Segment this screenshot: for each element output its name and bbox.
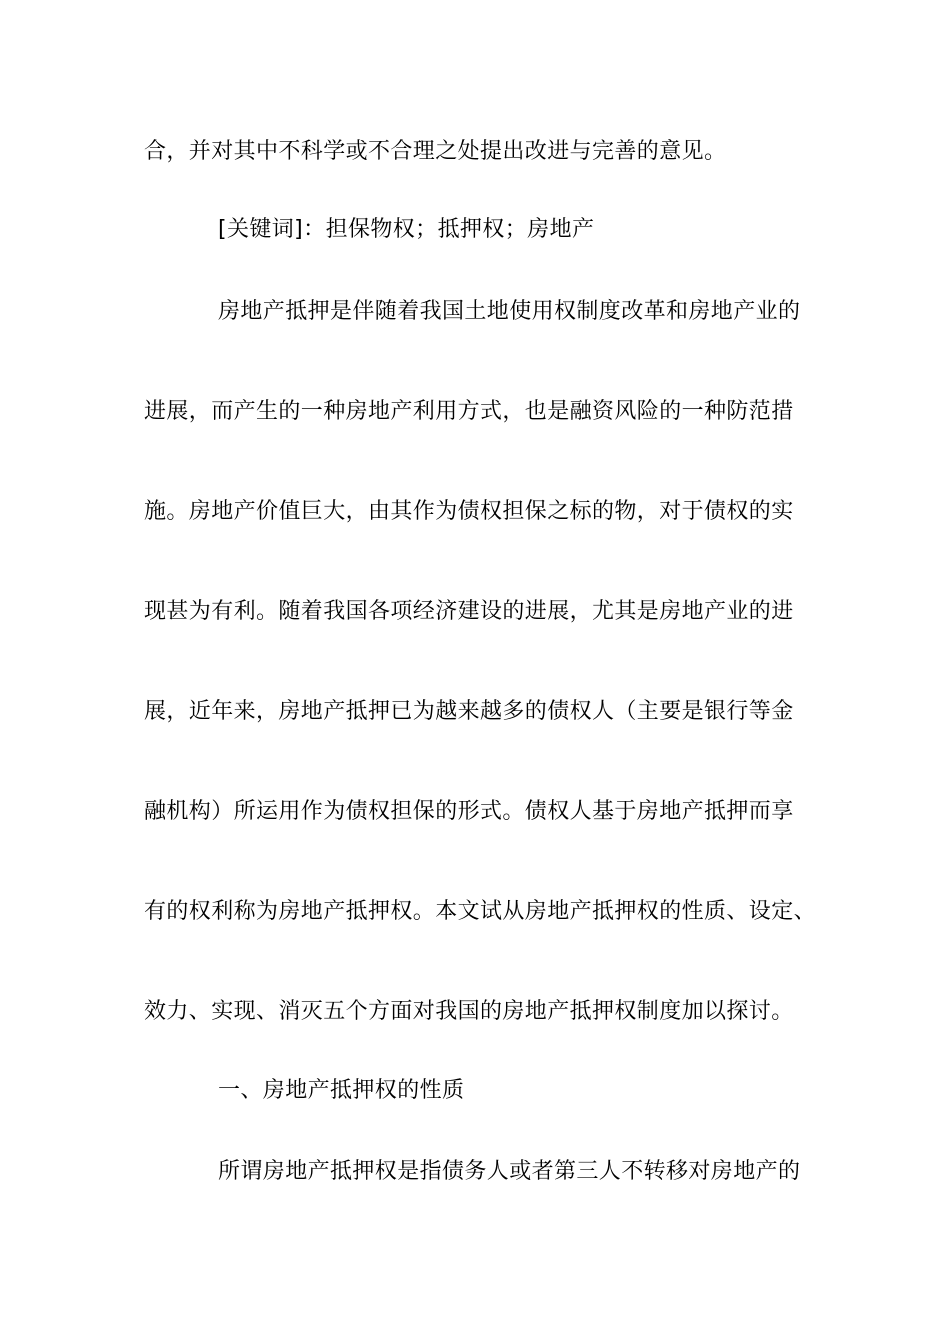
keywords-line: [关键词]：担保物权；抵押权；房地产 [218, 217, 595, 242]
section-heading: 一、房地产抵押权的性质 [218, 1078, 465, 1103]
body-text-line: 现甚为有利。随着我国各项经济建设的进展，尤其是房地产业的进 [144, 599, 794, 624]
body-text-line: 进展，而产生的一种房地产利用方式，也是融资风险的一种防范措 [144, 399, 794, 424]
body-text-line: 房地产抵押是伴随着我国土地使用权制度改革和房地产业的 [218, 299, 801, 324]
body-text-line: 展，近年来，房地产抵押已为越来越多的债权人（主要是银行等金 [144, 699, 794, 724]
body-text-line: 有的权利称为房地产抵押权。本文试从房地产抵押权的性质、设定、 [144, 899, 817, 924]
body-text-line: 效力、实现、消灭五个方面对我国的房地产抵押权制度加以探讨。 [144, 999, 794, 1024]
body-text-line: 合，并对其中不科学或不合理之处提出改进与完善的意见。 [144, 139, 727, 164]
body-text-line: 施。房地产价值巨大，由其作为债权担保之标的物，对于债权的实 [144, 499, 794, 524]
body-text-line: 所谓房地产抵押权是指债务人或者第三人不转移对房地产的 [218, 1159, 801, 1184]
body-text-line: 融机构）所运用作为债权担保的形式。债权人基于房地产抵押而享 [144, 799, 794, 824]
